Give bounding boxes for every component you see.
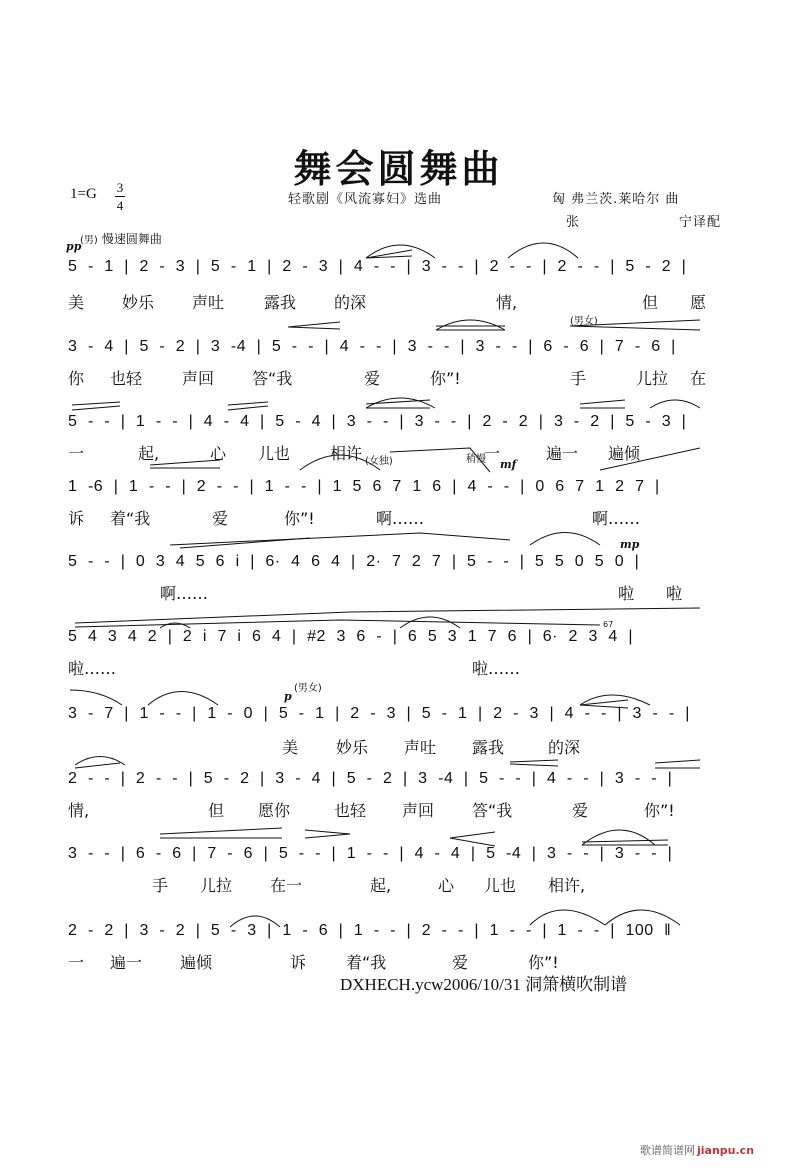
lyric: 啊…… [160,584,209,603]
role-male-female-2: (男女) [294,683,322,694]
lyric: 答“我 [472,801,513,820]
lyric: 遍一 [110,953,143,972]
role-male: (男) [80,235,98,246]
notation-line-3 [68,413,718,437]
watermark [640,1142,754,1158]
lyric: 露我 [264,293,297,312]
lyric: 在一 [270,876,303,895]
notes: 5 - - | 1 - - | 4 - 4 | 5 - 4 | 3 - - | 3 - - | 2 - 2 | 3 - 2 | 5 - 3 | [68,413,687,430]
notation-line-5 [68,553,718,577]
time-signature [115,180,125,213]
lyric: 相许, [548,876,586,895]
lyric: 声吐 [404,738,437,757]
lyric: 你 [68,369,85,388]
lyric: 一 [68,444,85,463]
lyric: 遍一 [546,444,579,463]
lyrics-line-7 [68,735,718,757]
grace-notes: 67 [603,620,614,629]
notes: 2 - - | 2 - - | 5 - 2 | 3 - 4 | 5 - 2 | 3 -4 | 5 - - | 4 - - | 3 - - | [68,770,673,787]
notation-line-1 [68,258,718,282]
subtitle: 轻歌剧《风流寡妇》选曲 [288,192,443,207]
role-male-female-1: (男女) [570,316,598,327]
dynamic-p: p [284,690,292,703]
watermark-name: 歌谱简谱网 [640,1144,695,1157]
lyrics-line-5 [68,581,718,603]
lyric: 你”! [430,369,461,388]
lyric: 美 [282,738,299,757]
lyric: 愿 [690,293,707,312]
lyric: 着“我 [110,509,151,528]
lyric: 啦…… [68,659,117,678]
lyric: 答“我 [252,369,293,388]
lyric: 也轻 [110,369,143,388]
role-female-solo: (女独) [365,456,393,467]
lyric: 啊…… [592,509,641,528]
lyrics-line-1 [68,290,718,312]
lyric: 儿也 [484,876,517,895]
transcriber-credit: DXHECH.ycw2006/10/31 洞箫横吹制谱 [340,975,628,994]
lyric: 啊…… [376,509,425,528]
lyric: 在 [690,369,707,388]
lyric: 一 [484,444,501,463]
lyric: 但 [208,801,225,820]
lyric: 儿拉 [636,369,669,388]
dynamic-mp: mp [620,538,640,551]
lyric: 遍倾 [608,444,641,463]
lyrics-line-8 [68,798,718,820]
dynamic-pp: pp [66,240,82,253]
meter-bottom: 4 [116,198,124,213]
lyrics-line-6 [68,656,718,678]
song-title: 舞会圆舞曲 [293,146,504,191]
notes: 5 - 1 | 2 - 3 | 5 - 1 | 2 - 3 | 4 - - | 3 - - | 2 - - | 2 - - | 5 - 2 | [68,258,687,275]
composer-credit: 匈 弗兰茨.莱哈尔 曲 [552,192,680,207]
tempo-marking [80,230,162,247]
lyric: 心 [210,444,227,463]
lyric: 手 [570,369,587,388]
lyric: 但 [642,293,659,312]
lyric: 手 [152,876,169,895]
arranger-credit [566,211,721,230]
notation-line-9 [68,845,718,869]
watermark-site: jianpu.cn [697,1144,755,1157]
lyric: 爱 [452,953,469,972]
lyric: 的深 [334,293,367,312]
notes: 5 4 3 4 2 | 2 i 7 i 6 4 | #2 3 6 - | 6 5 3 1 7 6 | 6· 2 3 4 | [68,628,634,645]
notation-line-7 [68,705,718,729]
lyrics-line-3 [68,441,718,463]
lyric: 妙乐 [122,293,155,312]
lyric: 露我 [472,738,505,757]
lyric: 你”! [528,953,559,972]
lyric: 儿也 [258,444,291,463]
lyric: 遍倾 [180,953,213,972]
lyric: 你”! [284,509,315,528]
notation-line-6 [68,628,718,652]
notes: 5 - - | 0 3 4 5 6 i | 6· 4 6 4 | 2· 7 2 7 | 5 - - | 5 5 0 5 0 | [68,553,640,570]
lyric: 起, [370,876,392,895]
lyric: 啦 [666,584,683,603]
lyrics-line-2 [68,366,718,388]
arranger-right: 宁译配 [678,215,721,230]
notes: 1 -6 | 1 - - | 2 - - | 1 - - | 1 5 6 7 1 6 | 4 - - | 0 6 7 1 2 7 | [68,478,660,495]
lyric: 的深 [548,738,581,757]
lyric: 你”! [644,801,675,820]
lyrics-line-9 [68,873,718,895]
lyric: 声回 [182,369,215,388]
lyric: 也轻 [334,801,367,820]
key-signature: 1=G [70,186,97,202]
lyric: 情, [68,801,90,820]
lyric: 着“我 [346,953,387,972]
lyric: 啦…… [472,659,521,678]
lyric: 爱 [572,801,589,820]
lyric: 心 [438,876,455,895]
meter-top: 3 [116,180,124,195]
notes: 2 - 2 | 3 - 2 | 5 - 3 | 1 - 6 | 1 - - | 2 - - | 1 - - | 1 - - | 100 ‖ [68,922,672,939]
lyric: 啦 [618,584,635,603]
slightly-slow: 稍慢 [466,454,486,465]
lyric: 美 [68,293,85,312]
lyric: 爱 [212,509,229,528]
lyric: 起, [138,444,160,463]
notation-line-10 [68,922,718,946]
lyrics-line-4 [68,506,718,528]
notes: 3 - 4 | 5 - 2 | 3 -4 | 5 - - | 4 - - | 3 - - | 3 - - | 6 - 6 | 7 - 6 | [68,338,676,355]
lyric: 妙乐 [336,738,369,757]
notes: 3 - 7 | 1 - - | 1 - 0 | 5 - 1 | 2 - 3 | 5 - 1 | 2 - 3 | 4 - - | 3 - - | [68,705,690,722]
lyric: 爱 [364,369,381,388]
arranger-left: 张 [566,215,581,230]
lyric: 情, [496,293,518,312]
notes: 3 - - | 6 - 6 | 7 - 6 | 5 - - | 1 - - | 4 - 4 | 5 -4 | 3 - - | 3 - - | [68,845,673,862]
lyrics-line-10 [68,950,718,972]
lyric: 声回 [402,801,435,820]
notation-line-4 [68,478,718,502]
lyric: 诉 [68,509,85,528]
dynamic-mf: mf [500,458,517,471]
tempo-text: 慢速圆舞曲 [101,232,162,246]
lyric: 相许 [330,444,363,463]
lyric: 一 [68,953,85,972]
notation-line-2 [68,338,718,362]
lyric: 诉 [290,953,307,972]
lyric: 儿拉 [200,876,233,895]
notation-line-8 [68,770,718,794]
lyric: 声吐 [192,293,225,312]
lyric: 愿你 [258,801,291,820]
